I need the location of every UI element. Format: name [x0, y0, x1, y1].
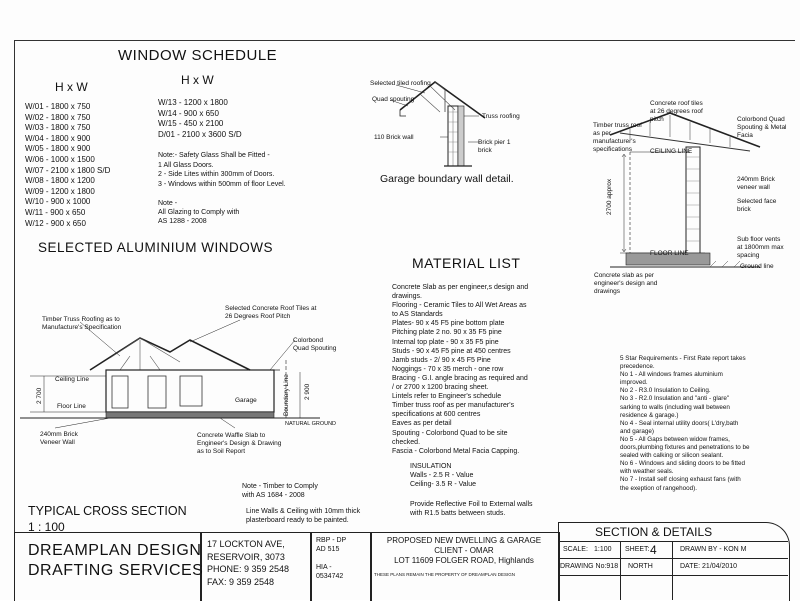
window-item: W/06 - 1000 x 1500	[25, 154, 95, 164]
insulation-block	[410, 462, 476, 489]
insulation-title: INSULATION	[410, 463, 452, 470]
section-label-spouting: Colorbond Quad Spouting	[293, 337, 337, 352]
sheet-divider-2	[558, 558, 788, 559]
window-item: W/15 - 450 x 2100	[158, 119, 224, 129]
project-line-1: PROPOSED NEW DWELLING & GARAGE	[386, 536, 542, 545]
window-list-1	[25, 102, 110, 229]
lining-note	[246, 507, 360, 525]
section-dim-2700: 2 700	[36, 387, 43, 404]
note-line: All Glazing to Comply with	[158, 209, 240, 216]
window-item: W/01 - 1800 x 750	[25, 102, 91, 111]
material-line: / or 2700 x 1200 bracing sheet.	[392, 384, 489, 392]
wall-label-timber-truss: Timber truss roof as per manufacturer's specifications	[593, 122, 642, 153]
window-item: W/07 - 2100 x 1800 S/D	[25, 165, 111, 175]
note-line: 2 - Side Lites within 300mm of Doors.	[158, 171, 275, 178]
star-line: precedence.	[620, 363, 655, 371]
material-line: Lintels refer to Engineer's schedule	[392, 393, 502, 401]
star-line: improved.	[620, 379, 648, 387]
star-line: No 5 - All Gaps between widow frames,	[620, 435, 730, 443]
sheet-divider-1	[558, 541, 788, 542]
registration-block	[316, 536, 346, 581]
cross-section-scale: 1 : 100	[28, 520, 65, 534]
star-line: sarking to walls (including wall between	[620, 403, 730, 411]
material-line: Jamb studs - 2/ 90 x 45 F5 Pine	[392, 356, 491, 364]
project-line-2: CLIENT - OMAR	[434, 546, 494, 555]
note-line: 3 - Windows within 500mm of floor Level.	[158, 180, 286, 188]
window-item: W/08 - 1800 x 1200	[25, 176, 95, 186]
window-item: W/12 - 900 x 650	[25, 218, 86, 228]
star-line: and garage)	[620, 427, 654, 435]
sheet-number: 4	[650, 543, 657, 557]
star-line: 5 Star Requirements - First Rate report takes	[620, 355, 746, 362]
material-list	[392, 283, 528, 456]
foil-line: with R1.5 batts between studs.	[410, 510, 506, 517]
phone: PHONE: 9 359 2548	[207, 564, 290, 574]
project-line-3: LOT 11609 FOLGER ROAD, Highlands	[394, 556, 534, 565]
note-line: with AS 1684 - 2008	[242, 492, 305, 499]
star-line: with weather seals.	[620, 468, 674, 476]
material-line: Spouting - Colorbond Quad to be site	[392, 429, 508, 437]
note-line: 1 All Glass Doors.	[158, 161, 214, 169]
section-dim-2900: 2 900	[304, 383, 311, 400]
foil-line: Provide Reflective Foil to External walls	[410, 501, 533, 508]
wall-label-height: 2700 approx	[606, 178, 613, 215]
hxw-header-2: H x W	[181, 73, 214, 87]
star-requirements	[620, 355, 750, 493]
star-line: the exeption of rangehood).	[620, 484, 698, 492]
scale-value: 1:100	[594, 546, 612, 553]
wall-label-veneer: 240mm Brick veneer wall	[737, 176, 775, 191]
glazing-note	[158, 199, 239, 226]
insulation-line: Walls - 2.5 R - Value	[410, 472, 474, 479]
garage-label-brick-pier: Brick pier 1 brick	[478, 139, 511, 154]
window-item: W/02 - 1800 x 750	[25, 112, 91, 122]
wall-label-colorbond: Colorbond Quad Spouting & Metal Facia	[737, 116, 787, 139]
star-line: No 6 - Windows and sliding doors to be fitted	[620, 460, 745, 468]
section-label-boundary: Boundary Line	[283, 374, 290, 416]
cross-section-title: TYPICAL CROSS SECTION	[28, 504, 187, 518]
garage-label-roofing: Selected tiled roofing.	[370, 80, 433, 87]
project-block	[370, 536, 558, 566]
sheet-vline-2	[672, 541, 673, 600]
drawing-number: DRAWING No:918	[560, 563, 619, 570]
material-line: Timber truss roof as per manufacturer's	[392, 402, 515, 410]
address-block	[207, 538, 289, 588]
address-line-2: RESERVOIR, 3073	[207, 551, 285, 562]
disclaimer: THESE PLANS REMAIN THE PROPERTY OF DREAMPLAN DESIGN	[374, 572, 516, 577]
window-item: W/14 - 900 x 650	[158, 108, 219, 118]
foil-note	[410, 500, 533, 518]
material-list-title: MATERIAL LIST	[412, 255, 521, 271]
company-name-2: DRAFTING SERVICES	[28, 562, 204, 579]
star-line: No 2 - R3.0 Insulation to Ceiling.	[620, 387, 711, 395]
material-line: Plates- 90 x 45 F5 pine bottom plate	[392, 320, 505, 328]
material-line: drawings.	[392, 293, 422, 301]
drawing-date: DATE: 21/04/2010	[680, 563, 738, 570]
window-item: D/01 - 2100 x 3600 S/D	[158, 129, 242, 139]
company-name-1: DREAMPLAN DESIGN	[28, 542, 202, 559]
star-line: No 4 - Seal internal utility doors( L'dry,bath	[620, 419, 739, 427]
note-line: AS 1288 - 2008	[158, 218, 207, 225]
material-line: Bracing - G.I. angle bracing as required and	[392, 374, 528, 382]
wall-label-sub-floor: Sub floor vents at 1800mm max spacing	[737, 236, 784, 259]
sheet-divider-3	[558, 575, 788, 576]
material-line: Flooring - Ceramic Tiles to All Wet Areas as	[392, 302, 527, 310]
star-line: No 1 - All windows frames aluminium	[620, 371, 723, 379]
garage-detail-caption: Garage boundary wall detail.	[380, 173, 514, 185]
wall-label-ground: Ground line	[740, 263, 774, 270]
window-schedule-title: WINDOW SCHEDULE	[118, 47, 278, 64]
note-line: Note - Timber to Comply	[242, 483, 318, 490]
note-line: plasterboard ready to be painted.	[246, 517, 349, 524]
section-label-natural-ground: NATURAL GROUND	[285, 421, 337, 427]
address-line-1: 17 LOCKTON AVE,	[207, 539, 285, 549]
material-line: Studs - 90 x 45 F5 pine at 450 centres	[392, 347, 511, 355]
section-label-ceiling: Ceiling Line	[55, 376, 89, 383]
insulation-line: Ceiling- 3.5 R - Value	[410, 481, 477, 488]
timber-note	[242, 482, 318, 500]
star-line: doors,plumbing fixtures and penetrations to be	[620, 444, 750, 452]
scale-label: SCALE:	[563, 546, 588, 553]
material-line: Eaves as per detail	[392, 420, 452, 428]
note-line: Line Walls & Ceiling with 10mm thick	[246, 508, 361, 515]
window-list-2	[158, 98, 242, 140]
garage-label-quad: Quad spouting	[372, 96, 415, 103]
window-item: W/05 - 1800 x 900	[25, 144, 91, 154]
star-line: sealed with calking or silicon sealant.	[620, 452, 724, 460]
aluminium-windows-title: SELECTED ALUMINIUM WINDOWS	[38, 240, 274, 255]
wall-label-ceiling: CEILING LINE	[650, 148, 693, 155]
window-item: W/10 - 900 x 1000	[25, 197, 91, 207]
window-item: W/09 - 1200 x 1800	[25, 186, 95, 196]
section-label-timber-truss: Timber Truss Roofing as to Manufacture's Specification	[42, 316, 122, 331]
window-item: W/03 - 1800 x 750	[25, 123, 91, 133]
wall-label-slab: Concrete slab as per engineer's design and drawings	[594, 272, 658, 295]
section-label-floor: Floor Line	[57, 403, 86, 410]
section-label-garage: Garage	[235, 397, 257, 404]
drawn-by: DRAWN BY - KON M	[680, 546, 747, 553]
section-label-veneer: 240mm Brick Veneer Wall	[40, 431, 78, 446]
window-item: W/04 - 1800 x 900	[25, 133, 91, 143]
material-line: Internal top plate - 90 x 35 F5 pine	[392, 338, 499, 346]
hia-number: 0534742	[316, 573, 344, 580]
sheet-label: SHEET:	[625, 546, 650, 553]
material-line: Fascia - Colorbond Metal Facia Capping.	[392, 447, 520, 455]
material-line: checked.	[392, 438, 421, 446]
star-line: No 3 - R2.0 Insulation and "anti - glare"	[620, 395, 730, 403]
rbp-label: RBP - DP	[316, 537, 347, 544]
wall-label-concrete-tiles: Concrete roof tiles at 26 degrees roof pitch	[650, 100, 703, 123]
material-line: Concrete Slab as per engineer,s design and	[392, 284, 529, 291]
garage-label-brick-wall: 110 Brick wall	[374, 134, 414, 141]
star-line: No 7 - Install self closing exhaust fans (with	[620, 476, 741, 484]
star-line: residence & garage.)	[620, 411, 679, 419]
sheet-title: SECTION & DETAILS	[595, 525, 713, 539]
material-line: Pitching plate 2 no. 90 x 35 F5 pine	[392, 329, 502, 337]
window-item: W/13 - 1200 x 1800	[158, 98, 228, 107]
window-item: W/11 - 900 x 650	[25, 207, 86, 217]
material-line: specifications at 600 centres	[392, 411, 481, 419]
hxw-header-1: H x W	[55, 80, 88, 94]
sheet-vline-1	[620, 541, 621, 600]
section-label-waffle: Concrete Waffle Slab to Engineer's Design & Drawing as to Soil Report	[197, 432, 282, 455]
rbp-number: AD 515	[316, 546, 340, 553]
fax: FAX: 9 359 2548	[207, 576, 275, 587]
wall-label-floor: FLOOR LINE	[650, 250, 689, 257]
garage-label-truss: Truss roofing	[482, 113, 520, 120]
wall-label-face-brick: Selected face brick	[737, 198, 777, 213]
material-line: Noggings - 70 x 35 merch - one row	[392, 365, 504, 373]
north-label: NORTH	[628, 563, 653, 570]
material-line: to AS Standards	[392, 311, 443, 319]
section-label-roof-tiles: Selected Concrete Roof Tiles at 26 Degrees Roof Pitch	[225, 305, 317, 320]
note-line: Note:- Safety Glass Shall be Fitted -	[158, 152, 270, 159]
safety-glass-note	[158, 151, 286, 189]
hia-label: HIA -	[316, 564, 332, 571]
note-line: Note -	[158, 200, 178, 207]
